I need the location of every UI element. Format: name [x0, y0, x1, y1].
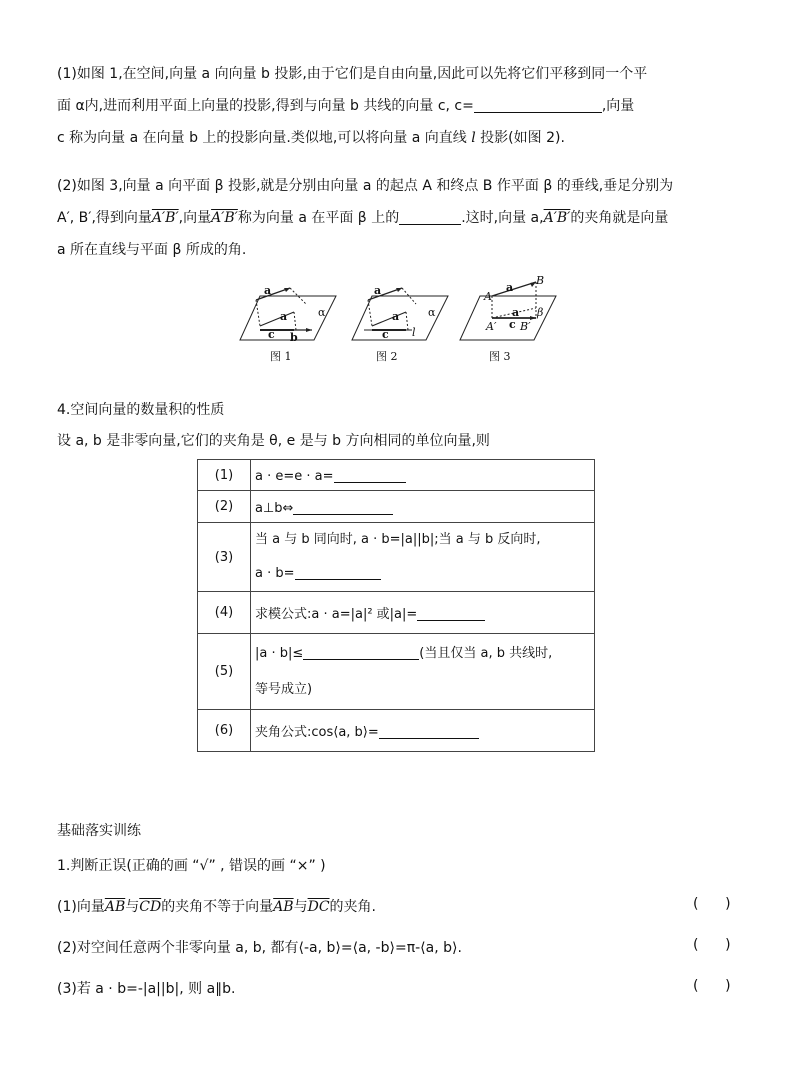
- row-number: (5): [198, 634, 251, 710]
- row-content: [251, 710, 595, 752]
- text-line: [57, 90, 757, 122]
- answer-blank[interactable]: [334, 466, 406, 483]
- row-text: a · b=: [255, 566, 295, 581]
- text-segment: ,向量: [178, 210, 212, 226]
- row-text: 等号成立): [255, 681, 313, 697]
- judgement-item-1: [57, 896, 376, 916]
- item-text: 与: [293, 899, 308, 915]
- row-text-line: [255, 636, 590, 672]
- text-segment: 称为向量 a 在平面 β 上的: [237, 210, 400, 226]
- judgement-item-3: (3)若 a · b=-|a||b|, 则 a∥b.: [57, 981, 236, 997]
- answer-blank[interactable]: [399, 208, 461, 225]
- vector-symbol: A′B′: [211, 210, 238, 226]
- text-segment: A′, B′,得到向量: [57, 210, 152, 226]
- row-content: [251, 634, 595, 710]
- figure-label: β: [537, 306, 544, 319]
- text-line: a 所在直线与平面 β 所成的角.: [57, 242, 247, 258]
- figure-label: α: [428, 306, 436, 319]
- item-text: 的夹角.: [329, 899, 376, 915]
- figure-label: b: [290, 331, 298, 344]
- figure-label: c: [268, 328, 275, 341]
- row-text: a · e=e · a=: [255, 469, 334, 484]
- text-line: [57, 202, 757, 234]
- figure-label: a: [264, 284, 272, 297]
- row-number: (3): [198, 523, 251, 592]
- section-intro: 设 a, b 是非零向量,它们的夹角是 θ, e 是与 b 方向相同的单位向量,则: [57, 433, 490, 449]
- figure-label: a: [392, 310, 400, 323]
- row-number: (4): [198, 592, 251, 634]
- table-row: [198, 523, 595, 592]
- figure-label: B: [536, 274, 545, 287]
- table-row: [198, 710, 595, 752]
- row-content: [251, 592, 595, 634]
- item-text: (1)向量: [57, 899, 105, 915]
- figure-label: l: [412, 326, 416, 339]
- table-row: [198, 634, 595, 710]
- figure-label: a: [512, 306, 520, 319]
- text-segment: 投影(如图 2).: [475, 130, 565, 146]
- answer-blank[interactable]: [474, 96, 602, 113]
- table-row: [198, 491, 595, 523]
- figure-label: A′: [486, 320, 497, 333]
- text-segment: ,向量: [601, 98, 635, 114]
- judgement-item-2: (2)对空间任意两个非零向量 a, b, 都有⟨-a, b⟩=⟨a, -b⟩=π-⟨a, b⟩.: [57, 940, 462, 956]
- row-text: 当 a 与 b 同向时, a · b=|a||b|;当 a 与 b 反向时,: [255, 532, 541, 547]
- properties-table: [197, 459, 595, 752]
- answer-parentheses[interactable]: ( ): [693, 978, 731, 994]
- text-line: (2)如图 3,向量 a 向平面 β 投影,就是分别由向量 a 的起点 A 和终点 B 作平面 β 的垂线,垂足分别为: [57, 178, 674, 194]
- row-text: 夹角公式:cos⟨a, b⟩=: [255, 725, 379, 740]
- row-number: (2): [198, 491, 251, 523]
- row-text: a⊥b⇔: [255, 500, 294, 516]
- paragraph-projection-onto-plane: [57, 170, 757, 266]
- answer-blank[interactable]: [295, 563, 381, 580]
- vector-symbol: $\overline{CD}$: [139, 899, 162, 915]
- figure-label: a: [280, 310, 288, 323]
- figure-label: a: [506, 281, 514, 294]
- row-text: |a · b|≤: [255, 645, 304, 661]
- text-segment: 面 α内,进而利用平面上向量的投影,得到与向量 b 共线的向量 c, c=: [57, 98, 474, 114]
- text-line: (1)如图 1,在空间,向量 a 向向量 b 投影,由于它们是自由向量,因此可以先将它们平移到同一个平: [57, 66, 648, 82]
- figure-label: B′: [520, 320, 531, 333]
- figure-label: c: [382, 328, 389, 341]
- row-text: (当且仅当 a, b 共线时,: [419, 645, 553, 661]
- vector-symbol: A′B′: [543, 210, 571, 226]
- figure-label: a: [374, 284, 382, 297]
- vector-symbol: $\overline{AB}$: [273, 899, 294, 915]
- answer-blank[interactable]: [303, 643, 419, 660]
- answer-blank[interactable]: [417, 604, 485, 621]
- row-number: (1): [198, 460, 251, 491]
- vector-symbol: A′B′: [151, 210, 179, 226]
- row-content: [251, 491, 595, 523]
- line-symbol: l: [471, 130, 476, 146]
- item-text: 与: [125, 899, 140, 915]
- table-row: [198, 460, 595, 491]
- answer-blank[interactable]: [293, 498, 393, 515]
- row-content: [251, 523, 595, 592]
- row-text-line: [255, 557, 590, 591]
- figure-label: α: [318, 306, 326, 319]
- row-text: 求模公式:a · a=|a|² 或|a|=: [255, 607, 418, 622]
- figure-caption: 图 1: [270, 350, 292, 363]
- figure-label: A: [484, 290, 492, 303]
- answer-blank[interactable]: [379, 722, 479, 739]
- vector-symbol: $\overline{DC}$: [307, 899, 330, 915]
- answer-parentheses[interactable]: ( ): [693, 937, 731, 953]
- figure-caption: 图 3: [489, 350, 511, 363]
- row-number: (6): [198, 710, 251, 752]
- figure-label: c: [509, 318, 516, 331]
- practice-title: 基础落实训练: [57, 823, 141, 839]
- text-segment: .这时,向量 a,: [461, 210, 544, 226]
- item-text: 的夹角不等于向量: [161, 899, 274, 915]
- vector-symbol: $\overline{AB}$: [104, 899, 126, 915]
- figure-caption: 图 2: [376, 350, 398, 363]
- section-title: 4.空间向量的数量积的性质: [57, 402, 225, 418]
- question-1-title: 1.判断正误(正确的画 “√” , 错误的画 “×” ): [57, 858, 326, 874]
- text-line: [57, 122, 757, 154]
- answer-parentheses[interactable]: ( ): [693, 896, 731, 912]
- text-segment: c 称为向量 a 在向量 b 上的投影向量.类似地,可以将向量 a 向直线: [57, 130, 472, 146]
- table-row: [198, 592, 595, 634]
- paragraph-projection-onto-vector: [57, 58, 757, 154]
- text-segment: 的夹角就是向量: [570, 210, 669, 226]
- row-content: [251, 460, 595, 491]
